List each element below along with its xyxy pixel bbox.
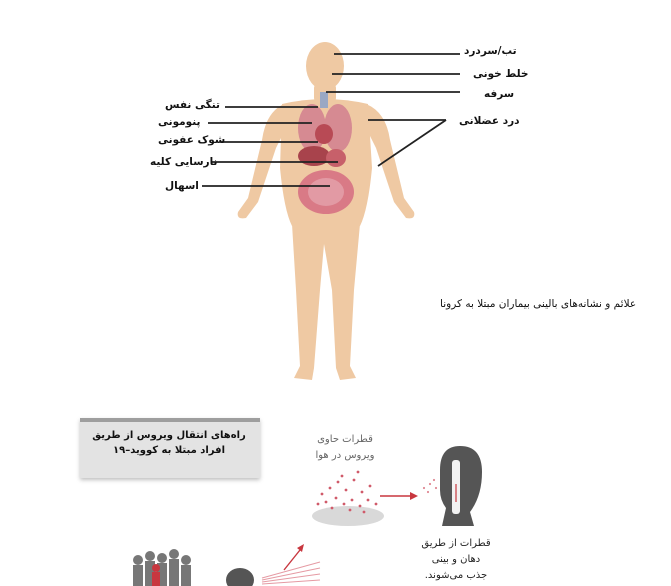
label-cough: سرفه <box>484 88 515 100</box>
label-kidney-failure: نارسایی کلیه <box>150 156 218 168</box>
figure1-caption: علائم و نشانه‌های بالینی بیماران مبتلا به کرونا <box>440 298 637 310</box>
label-septic-shock: شوک عفونی <box>158 134 226 146</box>
person-head-bottom <box>226 568 254 586</box>
label-diarrhea: اسهال <box>165 180 199 192</box>
transmission-illustration <box>0 400 671 586</box>
inhaled-droplets <box>423 479 437 493</box>
label-pneumonia: پنومونی <box>158 116 201 128</box>
inhalation-label: قطرات از طریق دهان و بینی جذب می‌شوند. <box>421 538 491 581</box>
person-head-silhouette <box>440 446 482 526</box>
label-muscle-pain: درد عضلانی <box>459 115 520 127</box>
airborne-droplets-label: قطرات حاوی ویروس در هوا <box>315 434 375 461</box>
droplet-dish <box>312 506 384 526</box>
label-blood-clot: خلط خونی <box>473 68 529 80</box>
transmission-banner-title: راه‌های انتقال ویروس از طریق افراد مبتلا به کووید–۱۹ <box>92 430 246 456</box>
crowd-silhouettes <box>133 549 191 586</box>
label-dyspnea: تنگی نفس <box>165 99 220 111</box>
arrow-up-right <box>284 544 304 570</box>
spray-lines <box>262 562 320 584</box>
label-fever-headache: تب/سردرد <box>464 45 517 57</box>
arrow-right <box>380 492 418 500</box>
